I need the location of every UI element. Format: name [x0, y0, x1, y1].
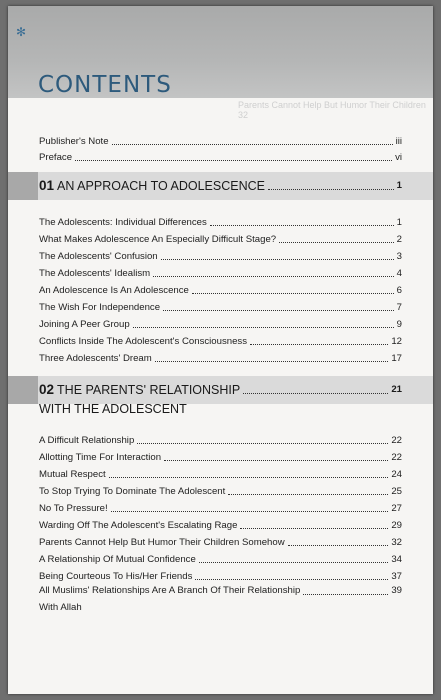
- dot-leader: [133, 327, 394, 328]
- dot-leader: [164, 460, 388, 461]
- toc-entry-page: 27: [391, 503, 402, 514]
- toc-entry-page: 12: [391, 336, 402, 347]
- dot-leader: [243, 393, 388, 394]
- chapter-heading[interactable]: [39, 178, 402, 194]
- toc-entry-title: An Adolescence Is An Adolescence: [39, 285, 189, 296]
- toc-entry-title: The Adolescents' Idealism: [39, 268, 151, 279]
- toc-entry[interactable]: [39, 300, 402, 314]
- toc-entry-page: 39: [391, 585, 402, 596]
- dot-leader: [163, 310, 394, 311]
- toc-entry-title: Mutual Respect: [39, 469, 106, 480]
- toc-entry[interactable]: [39, 584, 402, 615]
- toc-entry-page: 29: [391, 520, 402, 531]
- bleed-through-text: Parents Cannot Help But Humor Their Children 32: [238, 100, 426, 120]
- chapter-title: AN APPROACH TO ADOLESCENCE: [57, 179, 265, 193]
- dot-leader: [268, 189, 394, 190]
- toc-entry-title: A Difficult Relationship: [39, 435, 135, 446]
- toc-entry[interactable]: [39, 484, 402, 498]
- dot-leader: [155, 361, 389, 362]
- dot-leader: [199, 562, 389, 563]
- toc-entry-page: 2: [396, 234, 402, 245]
- dot-leader: [279, 242, 394, 243]
- toc-entry-title: To Stop Trying To Dominate The Adolescent: [39, 486, 226, 497]
- toc-entry-page: 9: [396, 319, 402, 330]
- toc-entry-page: 1: [396, 217, 402, 228]
- dot-leader: [153, 276, 394, 277]
- toc-entry-page: 3: [396, 251, 402, 262]
- toc-entry-page: 7: [396, 302, 402, 313]
- chapter-number: 01: [39, 178, 55, 193]
- toc-entry-title: Warding Off The Adolescent's Escalating Rage: [39, 520, 238, 531]
- toc-entry-title: Conflicts Inside The Adolescent's Consciousness: [39, 336, 248, 347]
- toc-entry[interactable]: [39, 215, 402, 229]
- dot-leader: [210, 225, 394, 226]
- toc-entry[interactable]: [39, 134, 402, 148]
- toc-entry[interactable]: [39, 317, 402, 331]
- toc-entry-page: 32: [391, 537, 402, 548]
- chapter-page: 21: [391, 384, 402, 395]
- chapter-title: THE PARENTS' RELATIONSHIP: [57, 383, 241, 397]
- toc-entry[interactable]: [39, 535, 402, 549]
- toc-entry-title: All Muslims' Relationships Are A Branch Of Their Relationship: [39, 585, 301, 596]
- toc-entry-title: Publisher's Note: [39, 136, 109, 147]
- chapter-tab: [8, 172, 38, 200]
- toc-entry[interactable]: [39, 150, 402, 164]
- toc-entry-title: The Adolescents' Confusion: [39, 251, 158, 262]
- dot-leader: [137, 443, 388, 444]
- dot-leader: [288, 545, 389, 546]
- toc-entry-page: 34: [391, 554, 402, 565]
- chapter-number: 02: [39, 382, 55, 397]
- chapter-title-line2: WITH THE ADOLESCENT: [39, 402, 187, 416]
- dot-leader: [75, 160, 392, 161]
- toc-entry-page: 24: [391, 469, 402, 480]
- chapter-heading[interactable]: [39, 382, 402, 417]
- chapter-tab: [8, 376, 38, 404]
- dot-leader: [192, 293, 394, 294]
- toc-entry-page: 4: [396, 268, 402, 279]
- asterisk-ornament-icon: ✻: [16, 25, 27, 39]
- toc-entry-title: A Relationship Of Mutual Confidence: [39, 554, 196, 565]
- toc-entry-title-line2: With Allah: [39, 602, 82, 613]
- toc-entry-page: iii: [395, 136, 402, 147]
- toc-entry[interactable]: [39, 467, 402, 481]
- toc-entry[interactable]: [39, 249, 402, 263]
- toc-entry[interactable]: [39, 501, 402, 515]
- dot-leader: [195, 579, 388, 580]
- page-title: CONTENTS: [38, 72, 172, 98]
- toc-entry-page: 25: [391, 486, 402, 497]
- toc-entry-title: Parents Cannot Help But Humor Their Children Somehow: [39, 537, 285, 548]
- toc-entry[interactable]: [39, 518, 402, 532]
- toc-entry[interactable]: [39, 433, 402, 447]
- toc-entry[interactable]: [39, 232, 402, 246]
- dot-leader: [112, 144, 393, 145]
- toc-entry-page: 37: [391, 571, 402, 582]
- dot-leader: [161, 259, 394, 260]
- toc-entry-title: The Wish For Independence: [39, 302, 161, 313]
- dot-leader: [109, 477, 389, 478]
- dot-leader: [228, 494, 388, 495]
- toc-entry-page: 22: [391, 452, 402, 463]
- dot-leader: [240, 528, 388, 529]
- chapter-page: 1: [396, 180, 402, 191]
- toc-entry[interactable]: [39, 283, 402, 297]
- dot-leader: [250, 344, 388, 345]
- toc-entry-page: 22: [391, 435, 402, 446]
- toc-entry[interactable]: [39, 450, 402, 464]
- dot-leader: [111, 511, 389, 512]
- toc-entry-title: What Makes Adolescence An Especially Difficult Stage?: [39, 234, 277, 245]
- toc-entry-title: Being Courteous To His/Her Friends: [39, 571, 193, 582]
- toc-entry-title: Joining A Peer Group: [39, 319, 130, 330]
- dot-leader: [303, 594, 388, 595]
- toc-entry[interactable]: [39, 569, 402, 583]
- toc-entry-title: The Adolescents: Individual Differences: [39, 217, 207, 228]
- toc-entry[interactable]: [39, 552, 402, 566]
- toc-entry-page: 17: [391, 353, 402, 364]
- toc-entry-page: vi: [395, 152, 402, 163]
- toc-entry-page: 6: [396, 285, 402, 296]
- toc-entry-title: Preface: [39, 152, 73, 163]
- toc-entry-title: No To Pressure!: [39, 503, 108, 514]
- toc-entry[interactable]: [39, 334, 402, 348]
- toc-entry-title: Three Adolescents' Dream: [39, 353, 152, 364]
- toc-entry-title: Allotting Time For Interaction: [39, 452, 162, 463]
- toc-entry[interactable]: [39, 351, 402, 365]
- book-page: [8, 6, 433, 694]
- toc-entry[interactable]: [39, 266, 402, 280]
